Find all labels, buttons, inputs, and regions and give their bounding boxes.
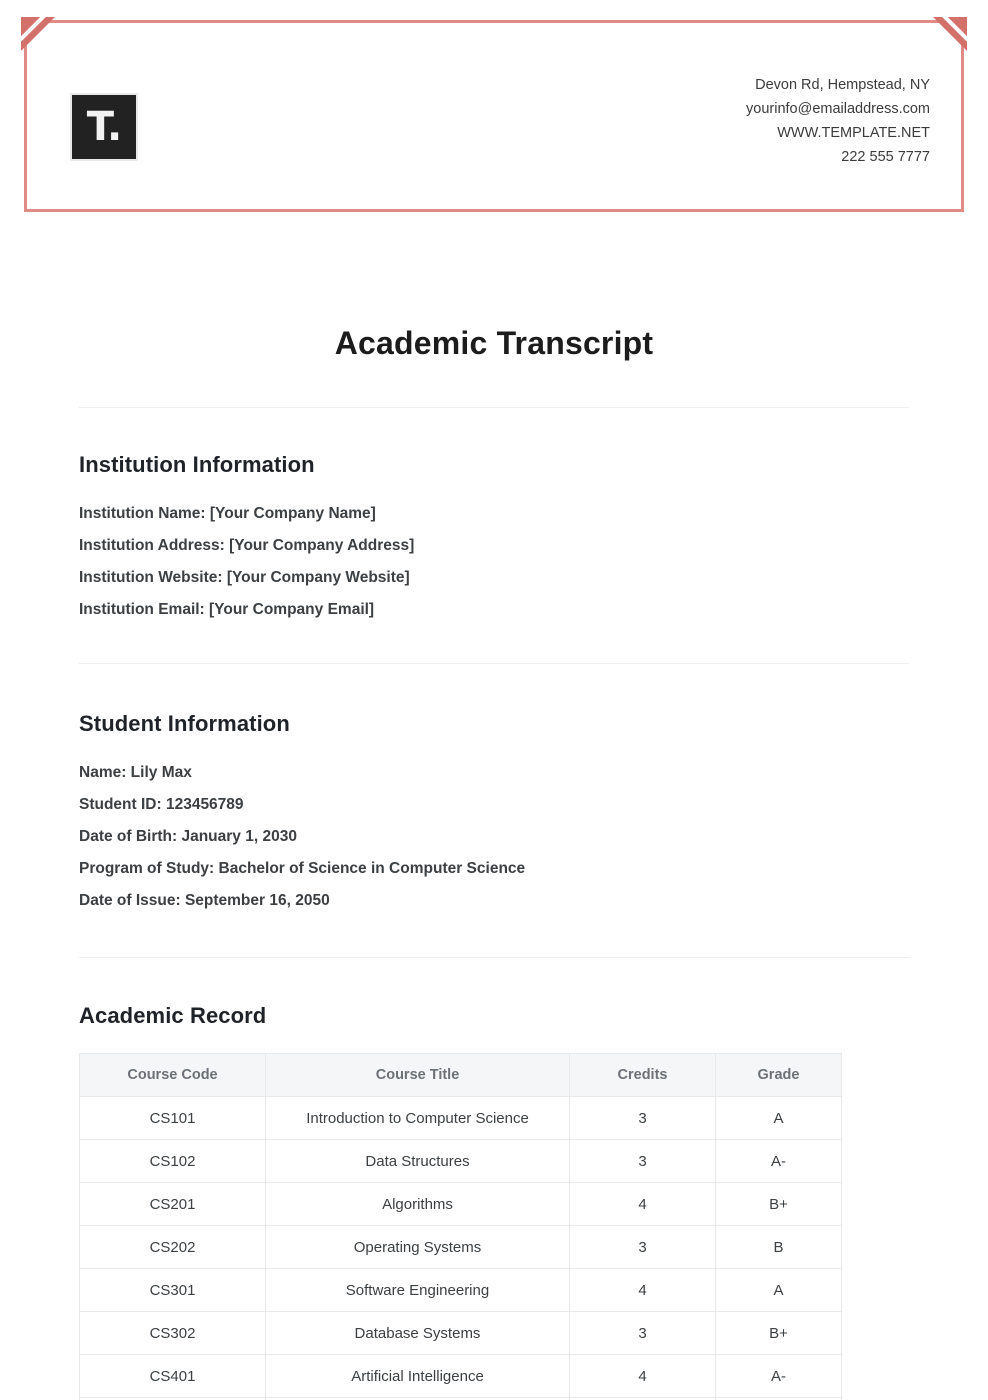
institution-name-line: Institution Name: [Your Company Name] bbox=[79, 505, 376, 522]
cell-course-code: CS302 bbox=[80, 1312, 266, 1355]
cell-grade: B+ bbox=[716, 1183, 842, 1226]
cell-grade: A bbox=[716, 1269, 842, 1312]
cell-course-code: CS101 bbox=[80, 1097, 266, 1140]
institution-details bbox=[79, 498, 414, 626]
column-header-grade: Grade bbox=[716, 1054, 842, 1097]
cell-course-title: Data Structures bbox=[266, 1140, 570, 1183]
student-heading: Student Information bbox=[79, 711, 290, 736]
institution-information-section bbox=[79, 452, 414, 626]
student-id-line: Student ID: 123456789 bbox=[79, 796, 244, 813]
table-row bbox=[80, 1269, 842, 1312]
contact-block bbox=[746, 73, 930, 169]
divider-1 bbox=[79, 407, 910, 408]
institution-address-line: Institution Address: [Your Company Address] bbox=[79, 537, 415, 554]
cell-course-title: Software Engineering bbox=[266, 1269, 570, 1312]
contact-website: WWW.TEMPLATE.NET bbox=[777, 125, 930, 141]
table-row bbox=[80, 1097, 842, 1140]
cell-course-title: Operating Systems bbox=[266, 1226, 570, 1269]
column-header-course-title: Course Title bbox=[266, 1054, 570, 1097]
company-logo bbox=[70, 93, 138, 161]
student-details bbox=[79, 757, 525, 917]
cell-course-code: CS401 bbox=[80, 1355, 266, 1398]
cell-credits: 3 bbox=[570, 1097, 716, 1140]
table-row bbox=[80, 1226, 842, 1269]
cell-credits: 3 bbox=[570, 1226, 716, 1269]
table-row bbox=[80, 1183, 842, 1226]
table-header-row bbox=[80, 1054, 842, 1097]
table-row bbox=[80, 1140, 842, 1183]
letterhead bbox=[24, 20, 964, 212]
institution-heading: Institution Information bbox=[79, 452, 315, 477]
academic-record-section bbox=[79, 1003, 266, 1029]
column-header-course-code: Course Code bbox=[80, 1054, 266, 1097]
cell-credits: 3 bbox=[570, 1312, 716, 1355]
student-information-section bbox=[79, 711, 525, 917]
cell-course-code: CS202 bbox=[80, 1226, 266, 1269]
divider-2 bbox=[79, 663, 910, 664]
academic-record-table bbox=[79, 1053, 842, 1400]
student-date-of-issue-line: Date of Issue: September 16, 2050 bbox=[79, 892, 330, 909]
cell-credits: 4 bbox=[570, 1183, 716, 1226]
cell-grade: B+ bbox=[716, 1312, 842, 1355]
cell-grade: A- bbox=[716, 1140, 842, 1183]
cell-credits: 4 bbox=[570, 1269, 716, 1312]
academic-record-heading: Academic Record bbox=[79, 1003, 267, 1028]
student-name-line: Name: Lily Max bbox=[79, 764, 192, 781]
cell-course-code: CS201 bbox=[80, 1183, 266, 1226]
table-row bbox=[80, 1355, 842, 1398]
cell-credits: 4 bbox=[570, 1355, 716, 1398]
logo-mark-text: T. bbox=[86, 104, 122, 150]
table-body bbox=[80, 1097, 842, 1400]
cell-course-title: Database Systems bbox=[266, 1312, 570, 1355]
institution-email-line: Institution Email: [Your Company Email] bbox=[79, 601, 375, 618]
contact-address: Devon Rd, Hempstead, NY bbox=[755, 77, 930, 93]
student-dob-line: Date of Birth: January 1, 2030 bbox=[79, 828, 297, 845]
cell-course-title: Algorithms bbox=[266, 1183, 570, 1226]
cell-course-title: Introduction to Computer Science bbox=[266, 1097, 570, 1140]
page-title: Academic Transcript bbox=[334, 325, 654, 361]
student-program-line: Program of Study: Bachelor of Science in Computer Science bbox=[79, 860, 526, 877]
divider-3 bbox=[79, 957, 910, 958]
cell-grade: B bbox=[716, 1226, 842, 1269]
institution-website-line: Institution Website: [Your Company Website] bbox=[79, 569, 410, 586]
cell-course-title: Artificial Intelligence bbox=[266, 1355, 570, 1398]
cell-course-code: CS102 bbox=[80, 1140, 266, 1183]
cell-grade: A bbox=[716, 1097, 842, 1140]
cell-credits: 3 bbox=[570, 1140, 716, 1183]
contact-phone: 222 555 7777 bbox=[841, 149, 930, 165]
cell-grade: A- bbox=[716, 1355, 842, 1398]
table-row bbox=[80, 1312, 842, 1355]
column-header-credits: Credits bbox=[570, 1054, 716, 1097]
contact-email: yourinfo@emailaddress.com bbox=[746, 101, 930, 117]
cell-course-code: CS301 bbox=[80, 1269, 266, 1312]
